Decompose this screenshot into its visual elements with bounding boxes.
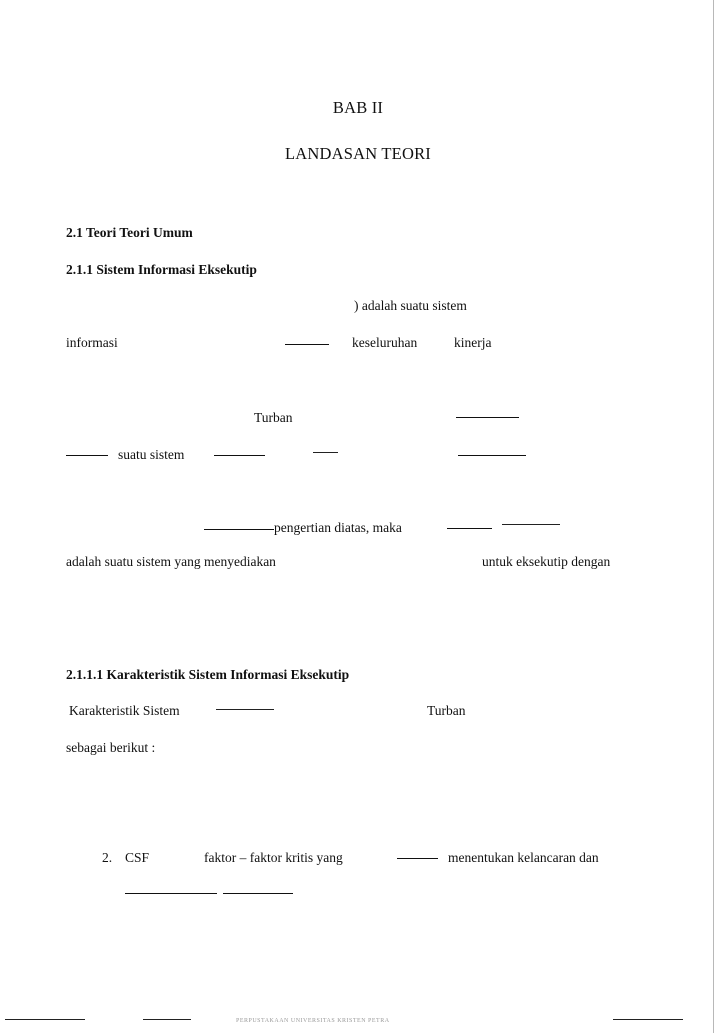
redaction-rule xyxy=(285,344,329,345)
section-heading-2-1-1-1: 2.1.1.1 Karakteristik Sistem Informasi Eksekutip xyxy=(66,667,350,682)
list-item-text-b: menentukan kelancaran dan xyxy=(448,850,599,865)
paragraph-3-line-1: pengertian diatas, maka xyxy=(274,520,402,535)
redaction-rule xyxy=(66,455,108,456)
paragraph-1-line-2-mid: keseluruhan xyxy=(352,335,418,350)
chapter-title: LANDASAN TEORI xyxy=(285,144,431,163)
list-item-number: 2. xyxy=(102,850,113,865)
paragraph-4-author: Turban xyxy=(427,703,466,718)
redaction-rule xyxy=(204,529,274,530)
paragraph-4-line-1: Karakteristik Sistem xyxy=(69,703,180,718)
footer-rule xyxy=(5,1019,85,1020)
chapter-number: BAB II xyxy=(332,98,384,117)
redaction-rule xyxy=(214,455,265,456)
redaction-rule xyxy=(397,858,438,859)
footer-watermark: PERPUSTAKAAN UNIVERSITAS KRISTEN PETRA xyxy=(236,1018,390,1024)
paragraph-2-line-2: suatu sistem xyxy=(118,447,185,462)
footer-rule xyxy=(143,1019,191,1020)
redaction-rule xyxy=(447,528,492,529)
list-item-term: CSF xyxy=(125,850,150,865)
paragraph-1-line-2-end: kinerja xyxy=(454,335,492,350)
redaction-rule xyxy=(216,709,274,710)
footer-rule xyxy=(613,1019,683,1020)
paragraph-2-author: Turban xyxy=(254,410,293,425)
paragraph-1-line-2-start: informasi xyxy=(66,335,118,350)
paragraph-3-line-2-start: adalah suatu sistem yang menyediakan xyxy=(66,554,276,569)
redaction-rule xyxy=(313,452,338,453)
list-item-text-a: faktor – faktor kritis yang xyxy=(204,850,343,865)
redaction-rule xyxy=(456,417,519,418)
paragraph-4-line-2: sebagai berikut : xyxy=(66,740,156,755)
redaction-rule xyxy=(458,455,526,456)
paragraph-3-line-2-end: untuk eksekutip dengan xyxy=(482,554,611,569)
redaction-rule xyxy=(125,893,217,894)
redaction-rule xyxy=(502,524,560,525)
section-heading-2-1: 2.1 Teori Teori Umum xyxy=(66,225,193,240)
redaction-rule xyxy=(223,893,293,894)
section-heading-2-1-1: 2.1.1 Sistem Informasi Eksekutip xyxy=(66,262,257,277)
paragraph-1-line-1: ) adalah suatu sistem xyxy=(354,298,467,313)
